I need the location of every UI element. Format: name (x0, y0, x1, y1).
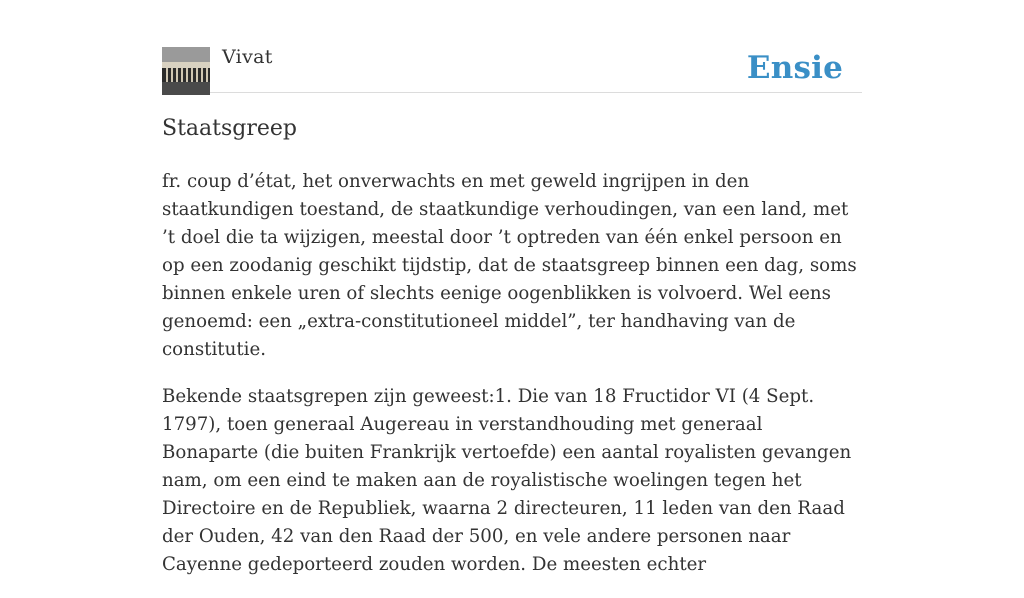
article-paragraph: Bekende staatsgrepen zijn geweest:1. Die van 18 Fructidor VI (4 Sept. 1797), toen generaal Augereau in verstandhouding met generaal Bonaparte (die buiten Frankrijk vertoefde) een aantal royalisten gevangen nam, om een eind te maken aan de royalistische woelingen tegen het Directoire en de Republiek, waarna 2 directeuren, 11 leden van den Raad der Ouden, 42 van den Raad der 500, en vele andere personen naar Cayenne gedeporteerd zouden worden. De meesten echter (162, 386, 852, 575)
ensie-logo[interactable]: Ensie (746, 50, 843, 86)
article-body (162, 168, 862, 598)
avatar[interactable] (162, 47, 210, 95)
author-name[interactable]: Vivat (222, 46, 273, 68)
article-paragraph: fr. coup d’état, het onverwachts en met geweld ingrijpen in den staatkundigen toestand, de staatkundige verhoudingen, van een land, met ’t doel die ta wijzigen, meestal door ’t optreden van één enkel persoon en op een zoodanig geschikt tijdstip, dat de staatsgreep binnen een dag, soms binnen enkele uren of slechts eenige oogenblikken is volvoerd. Wel eens genoemd: een „extra-constitutioneel middel”, ter handhaving van de constitutie. (162, 171, 857, 360)
header (162, 46, 862, 93)
avatar-icon (162, 47, 210, 95)
page-title: Staatsgreep (162, 116, 297, 141)
